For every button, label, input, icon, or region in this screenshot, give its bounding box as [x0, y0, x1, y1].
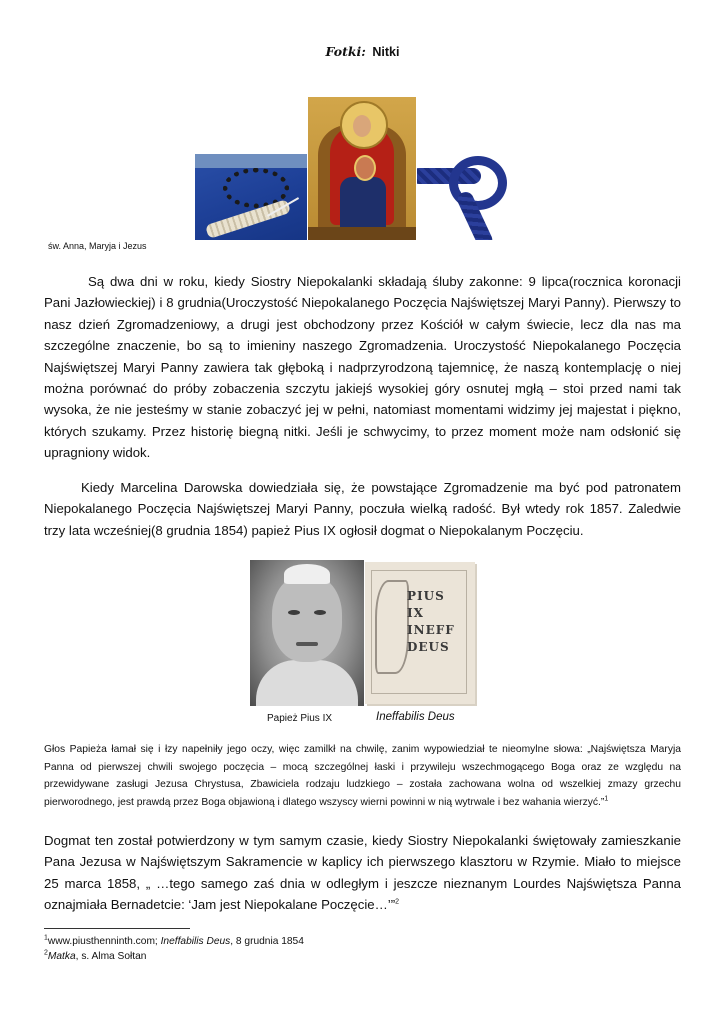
paragraph-3-text: Dogmat ten został potwierdzony w tym samym czasie, kiedy Siostry Niepokalanki świętowały zamieszkanie Pana Jezusa w Najświętszym Sakramencie w kaplicy ich pierwszego klasztoru w Rzymie. Miało to miejsce 25 marca 1858, „ …tego samego zaś dnia w odległym i jeszcze nieznanym Lourdes Najświętsza Panna oznajmiała Bernadetcie: ‘Jam jest Niepokalane Poczęcie…’”: [44, 833, 681, 913]
ornament-shape: [375, 580, 409, 674]
madonna-icon-image: [308, 97, 416, 240]
caption-ineffabilis-deus: Ineffabilis Deus: [376, 711, 455, 723]
page-title: [0, 44, 725, 59]
bull-letters: [407, 588, 467, 656]
bull-letter-line: DEUS: [407, 640, 450, 654]
child-figure: [354, 155, 376, 181]
footnote-2-author: , s. Alma Sołtan: [75, 951, 147, 962]
caption-pius-ix: Papież Pius IX: [267, 713, 333, 724]
footnote-1-number: 1: [44, 934, 48, 942]
ineffabilis-deus-document-image: [365, 562, 475, 704]
paragraph-2: Kiedy Marcelina Darowska dowiedziała się, że powstające Zgromadzenie ma być pod patronatem Niepokalanego Poczęcia Najświętszej Maryi Panny, poczuła wielką radość. Był wtedy rok 1857. Zaledwie trzy lata wcześniej(8 grudnia 1854) papież Pius IX ogłosił dogmat o Niepokalanym Poczęciu.: [44, 480, 681, 538]
blue-rope-knot-image: [417, 154, 529, 240]
zucchetto-shape: [284, 564, 330, 584]
footnote-1: [44, 936, 304, 947]
title-script: Fotki:: [325, 44, 366, 59]
footnote-2-number: 2: [44, 949, 48, 957]
footnote-1-url[interactable]: www.piusthenninth.com;: [47, 936, 161, 947]
papal-quote-paragraph: [44, 741, 681, 811]
bull-letter-line: PIUS: [407, 589, 445, 603]
title-text: Nitki: [372, 45, 400, 59]
figure-1-caption: św. Anna, Maryja i Jezus: [48, 241, 147, 251]
quote-text: Głos Papieża łamał się i łzy napełniły jego oczy, więc zamilkł na chwilę, zanim wypowiedział te nieomylne słowa: „Najświętsza Maryja Panna od pierwszej chwili swojego poczęcia – mocą szczególnej łaski i przywileju wszechmogącego Boga oraz ze względu na przewidywane zasługi Jezusa Chrystusa, Zbawiciela rodzaju ludzkiego – została zachowana wolna od wszelkiej zmazy grzechu pierworodnego, jest prawdą przez Boga objawioną i dlatego wszyscy wierni powinni w nią wytrwale i bez wahania wierzyć.”: [44, 744, 681, 808]
paragraph-3: [44, 830, 681, 916]
footnote-1-date: , 8 grudnia 1854: [230, 936, 304, 947]
bull-letter-line: IX: [407, 606, 424, 620]
pius-ix-portrait: [250, 560, 364, 706]
figure-1-images: [195, 97, 529, 241]
footnote-2: [44, 951, 146, 962]
paragraph-1: Są dwa dni w roku, kiedy Siostry Niepokalanki składają śluby zakonne: 9 lipca(rocznica koronacji Pani Jazłowieckiej) i 8 grudnia(Uroczystość Niepokalanego Poczęcia Najświętszej Maryi Panny). Pierwszy to nasz dzień Zgromadzeniowy, a drugi jest obchodzony przez Kościół w całym świecie, lecz dla nas ma szczególne znaczenie, bo są to imieniny naszego Zgromadzenia. Uroczystość Niepokalanego Poczęcia Najświętszej Maryi Panny zawiera tak głęboką i nadprzyrodzoną tajemnicę, że naszą kontemplację o niej można porównać do próby zobaczenia szczytu jakiejś wysokiej góry osnutej mgłą – stoi przed nami tak wysoka, że nie jesteśmy w stanie zobaczyć jej w pełni, natomiast momentami widzimy jej majestat i piękno, których szukamy. Przez historię biegną nitki. Jeśli je schwycimy, to przez moment może nam odsłonić się upragniony widok.: [44, 274, 681, 461]
bull-letter-line: INEFF: [407, 623, 455, 637]
footnote-ref-1[interactable]: 1: [604, 795, 609, 803]
footnote-ref-2[interactable]: 2: [395, 898, 400, 906]
footnote-2-title: Matka: [47, 951, 76, 962]
footnote-1-title: Ineffabilis Deus: [160, 936, 231, 947]
blue-cloth-rosary-image: [195, 154, 307, 240]
footnote-divider: [44, 928, 190, 929]
